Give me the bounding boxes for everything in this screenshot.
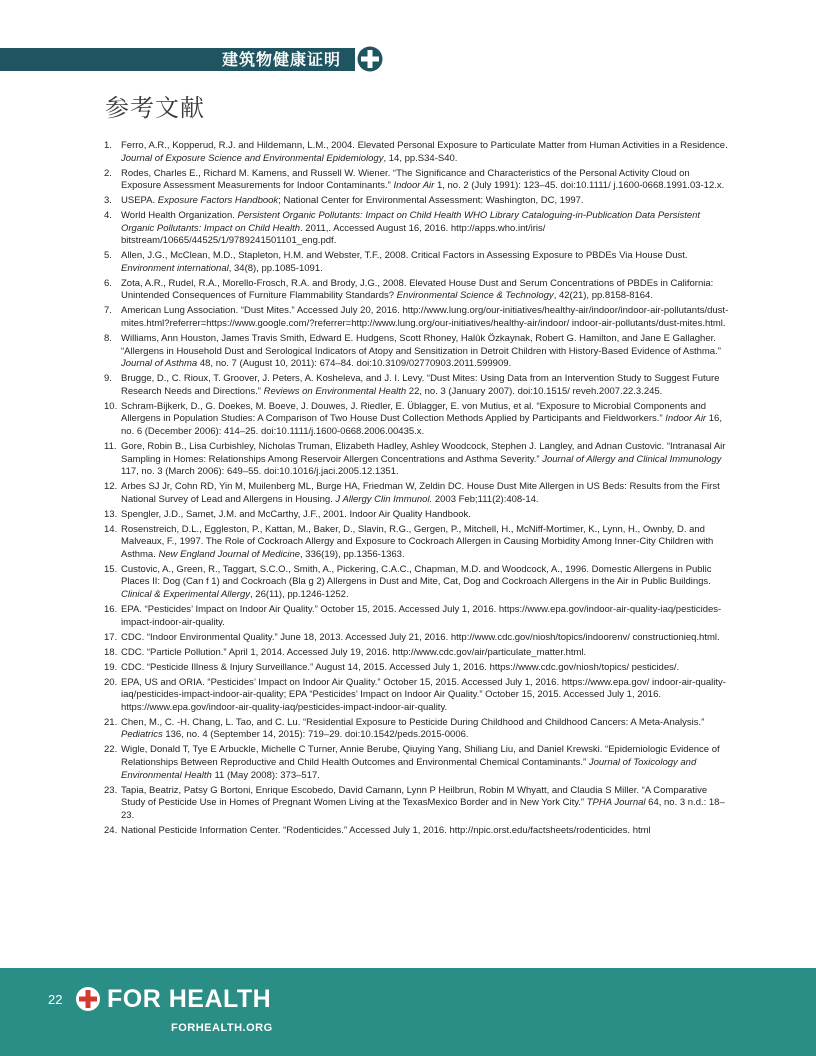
reference-number: 3. (104, 195, 112, 207)
reference-source-title: Journal of Allergy and Clinical Immunology (542, 453, 722, 465)
reference-number: 13. (104, 508, 118, 520)
reference-text-main: Gore, Robin B., Lisa Curbishley, Nicholas Truman, Elizabeth Hadley, Ashley Woodcock, Stephen J. Langley, and Adnan Custovic. “Intranasal Air Sampling in Homes: Relationships Among Reservoir Allergen Concentrations and Asthma Severity.” (121, 440, 726, 465)
reference-item (104, 140, 732, 165)
reference-text-main: National Pesticide Information Center. “Rodenticides.” Accessed July 1, 2016. http://npic.orst.edu/factsheets/rodenticides. html (121, 824, 651, 836)
reference-number: 20. (104, 676, 118, 688)
reference-source-title: Journal of Exposure Science and Environmental Epidemiology (121, 152, 384, 164)
reference-text-main: Brugge, D., C. Rioux, T. Groover, J. Peters, A. Kosheleva, and J. I. Levy. “Dust Mites: Using Data from an Intervention Study to Suggest Future Research Needs and Directions.” (121, 373, 720, 397)
reference-text-main: American Lung Association. “Dust Mites.” Accessed July 20, 2016. http://www.lung.org/our-initiatives/healthy-air/indoor/indoor-air-pollutants/dust-mites.html?referrer=https://www.google.com/?referrer=http://www.lung.org/our-initiatives/healthy-air/indoor/ indoor-air-pollutants/dust-mites.html. (121, 305, 729, 330)
reference-number: 22. (104, 744, 118, 756)
reference-text-main: Rodes, Charles E., Richard M. Kamens, and Russell W. Wiener. “The Significance and Characteristics of the Personal Activity Cloud on Exposure Assessment Measurements for Indoor Contaminants.” (121, 167, 690, 192)
reference-text-main: Arbes SJ Jr, Cohn RD, Yin M, Muilenberg ML, Burge HA, Friedman W, Zeldin DC. House Dust Mite Allergen in US Beds: Results from the First National Survey of Lead and Allergens in Housing. (121, 481, 720, 505)
brand-name: FOR HEALTH (107, 985, 272, 1013)
reference-text (121, 785, 732, 823)
reference-item (104, 333, 732, 371)
reference-text (121, 195, 732, 208)
reference-number: 23. (104, 784, 118, 796)
reference-source-title: Indoor Air (393, 180, 435, 192)
reference-text-main: Chen, M., C. -H. Chang, L. Tao, and C. Lu. “Residential Exposure to Pesticide During Childhood and Childhood Cancers: A Meta-Analysis.” (121, 716, 705, 728)
reference-text (121, 250, 732, 275)
reference-text-main: CDC. “Pesticide Illness & Injury Surveillance.” August 14, 2015. Accessed July 1, 2016. https://www.cdc.gov/niosh/topics/ pesticides/. (121, 661, 680, 673)
reference-text (121, 744, 732, 782)
reference-source-title: Journal of Asthma (121, 358, 198, 370)
reference-text-details: 64, no. 3 n.d.: 18–23. (121, 797, 725, 821)
reference-number: 21. (104, 716, 118, 728)
reference-number: 12. (104, 481, 118, 493)
reference-text-details: 11 (May 2008): 373–517. (211, 769, 320, 781)
reference-item (104, 210, 732, 248)
reference-text-main: Rosenstreich, D.L., Eggleston, P., Kattan, M., Baker, D., Slavin, R.G., Gergen, P., Mitchell, H., McNiff-Mortimer, K., Lynn, H., Ownby, D. and Malveaux, F., 1997. The Role of Cockroach Allergy and Exposure to Cockroach Allergen in Causing Morbidity Among Inner-City Children with Asthma. (121, 523, 714, 560)
reference-text (121, 481, 732, 506)
reference-text-main: USEPA. (121, 195, 158, 207)
reference-text-main: Wigle, Donald T, Tye E Arbuckle, Michelle C Turner, Annie Berube, Qiuying Yang, Shiliang Liu, and Daniel Krewski. “Epidemiologic Evidence of Relationships Between Reproductive and Child Health Outcomes and Environmental Chemical Contaminants.” (121, 744, 720, 768)
reference-text (121, 632, 732, 645)
reference-text-details: , 34(8), pp.1085-1091. (228, 262, 323, 274)
reference-source-title: Reviews on Environmental Health (263, 385, 407, 397)
header-bar (0, 48, 355, 71)
reference-item (104, 604, 732, 629)
reference-number: 5. (104, 250, 112, 262)
reference-text (121, 604, 732, 629)
reference-item (104, 524, 732, 562)
reference-number: 4. (104, 210, 112, 222)
reference-text-details: , 336(19), pp.1356-1363. (300, 548, 405, 560)
reference-text-details: 2003 Feb;111(2):408-14. (432, 493, 539, 505)
reference-text-details: 48, no. 7 (August 10, 2011): 674–84. doi:10.3109/02770903.2011.599909. (197, 358, 512, 370)
reference-source-title: Persistent Organic Pollutants: Impact on Child Health WHO Library Cataloguing-in-Publication Data Persistent Organic Pollutants: Impact on Child Health (121, 210, 701, 234)
reference-number: 8. (104, 333, 112, 345)
reference-source-title: Environment international (121, 262, 229, 274)
reference-list (104, 140, 732, 840)
reference-text-details: 1, no. 2 (July 1991): 123–45. doi:10.1111/ j.1600-0668.1991.03-12.x. (434, 180, 725, 192)
reference-source-title: Environmental Science & Technology (396, 290, 554, 302)
reference-source-title: Exposure Factors Handbook (157, 195, 279, 207)
page-number: 22 (48, 992, 63, 1007)
reference-item (104, 509, 732, 522)
reference-number: 15. (104, 563, 118, 575)
reference-item (104, 305, 732, 330)
reference-text-details: 136, no. 4 (September 14, 2015): 719–29. doi:10.1542/peds.2015-0006. (162, 729, 469, 741)
reference-source-title: Journal of Toxicology and Environmental Health (121, 756, 697, 781)
reference-source-title: J Allergy Clin Immunol. (335, 493, 433, 505)
reference-item (104, 717, 732, 742)
reference-text (121, 210, 732, 248)
reference-text (121, 717, 732, 742)
reference-text-details: ; National Center for Environmental Assessment: Washington, DC, 1997. (278, 195, 584, 207)
reference-item (104, 250, 732, 275)
reference-item (104, 441, 732, 479)
reference-number: 19. (104, 661, 118, 673)
reference-text-main: Zota, A.R., Rudel, R.A., Morello-Frosch, R.A. and Brody, J.G., 2008. Elevated House Dust and Serum Concentrations of PBDEs in California: Unintended Consequences of Furniture Flammability Standards? (121, 277, 714, 302)
reference-text-details: . 2011,. Accessed August 16, 2016. http://apps.who.int/iris/ bitstream/10665/44525/1/9789241501101_eng.pdf. (121, 222, 546, 247)
reference-text (121, 564, 732, 602)
reference-text (121, 305, 732, 330)
reference-text (121, 441, 732, 479)
reference-text-main: CDC. “Particle Pollution.” April 1, 2014. Accessed July 19, 2016. http://www.cdc.gov/air/particulate_matter.html. (121, 646, 587, 658)
reference-item (104, 662, 732, 675)
plus-circle-icon (357, 46, 383, 72)
reference-text (121, 524, 732, 562)
brand-url[interactable]: FORHEALTH.ORG (171, 1022, 273, 1034)
footer (0, 968, 816, 1056)
reference-text-main: EPA, US and ORIA. “Pesticides’ Impact on Indoor Air Quality.” October 15, 2015. Accessed July 1, 2016. https://www.epa.gov/ indoor-air-quality-iaq/pesticides-impact-indoor-air-quality; EPA “Pesticides’ Impact on Indoor Air Quality.” October 15, 2015. Accessed July 1, 2016. https://www.epa.gov/indoor-air-quality-iaq/pesticides-impact-indoor-air-quality. (121, 676, 726, 713)
reference-item (104, 195, 732, 208)
reference-text-details: 22, no. 3 (January 2007). doi:10.1515/ reveh.2007.22.3.245. (406, 385, 663, 397)
reference-item (104, 278, 732, 303)
reference-text-main: Ferro, A.R., Kopperud, R.J. and Hildemann, L.M., 2004. Elevated Personal Exposure to Particulate Matter from Human Activities in a Residence. (121, 140, 728, 151)
reference-text (121, 278, 732, 303)
page-title: 参考文献 (105, 94, 205, 122)
health-cross-icon (76, 987, 100, 1011)
reference-text (121, 140, 732, 165)
reference-number: 2. (104, 167, 112, 179)
reference-text (121, 373, 732, 398)
reference-item (104, 168, 732, 193)
reference-item (104, 677, 732, 715)
reference-number: 9. (104, 373, 112, 385)
reference-text-details: 117, no. 3 (March 2006): 649–55. doi:10.1016/j.jaci.2005.12.1351. (121, 466, 399, 478)
reference-item (104, 373, 732, 398)
reference-text-main: CDC. “Indoor Environmental Quality.” June 18, 2013. Accessed July 21, 2016. http://www.cdc.gov/niosh/topics/indoorenv/ constructionieq.html. (121, 631, 720, 643)
reference-text-main: Tapia, Beatriz, Patsy G Bortoni, Enrique Escobedo, David Camann, Lynn P Heilbrun, Robin M Whyatt, and Claudia S Miller. “A Comparative Study of Pesticide Use in Homes of Pregnant Women Living at the TexasMexico Border and in New York City.” (121, 784, 708, 809)
reference-text-main: Custovic, A., Green, R., Taggart, S.C.O., Smith, A., Pickering, C.A.C., Chapman, M.D. and Woodcock, A., 1996. Domestic Allergens in Public Places II: Dog (Can f 1) and Cockroach (Bla g 2) Allergens in Dust and Mite, Cat, Dog and Cockroach Allergens in the Air in Public Buildings. (121, 563, 712, 588)
reference-number: 6. (104, 277, 112, 289)
reference-item (104, 647, 732, 660)
reference-text-details: 16, no. 6 (December 2006): 414–25. doi:10.1111/j.1600-0668.2006.00435.x. (121, 413, 722, 437)
reference-item (104, 785, 732, 823)
reference-number: 14. (104, 523, 118, 535)
reference-text (121, 401, 732, 439)
reference-item (104, 564, 732, 602)
reference-number: 7. (104, 305, 112, 317)
reference-text-main: Schram-Bijkerk, D., G. Doekes, M. Boeve, J. Douwes, J. Riedler, E. Üblagger, E. von Mutius, et al. “Exposure to Microbial Components and Allergens in Population Studies: A Comparison of Two House Dust Collection Methods Applied by Participants and Fieldworkers.” (121, 400, 707, 425)
reference-number: 11. (104, 440, 117, 452)
reference-item (104, 632, 732, 645)
reference-text-main: EPA. “Pesticides’ Impact on Indoor Air Quality.” October 15, 2015. Accessed July 1, 2016. https://www.epa.gov/indoor-air-quality-iaq/pesticides-impact-indoor-air-quality. (121, 604, 722, 628)
reference-source-title: TPHA Journal (586, 797, 646, 809)
reference-item (104, 401, 732, 439)
reference-number: 1. (104, 140, 112, 151)
reference-number: 17. (104, 631, 118, 643)
section-title: 建筑物健康证明 (221, 50, 341, 69)
reference-text (121, 662, 732, 675)
reference-item (104, 825, 732, 838)
reference-item (104, 481, 732, 506)
reference-source-title: Clinical & Experimental Allergy (121, 589, 251, 601)
reference-text (121, 333, 732, 371)
reference-text-details: , 42(21), pp.8158-8164. (553, 290, 653, 302)
reference-text-details: , 14, pp.S34-S40. (383, 152, 458, 164)
reference-number: 10. (104, 400, 118, 412)
reference-number: 24. (104, 824, 118, 836)
reference-source-title: Indoor Air (665, 413, 707, 425)
reference-number: 18. (104, 646, 118, 658)
reference-text (121, 677, 732, 715)
reference-number: 16. (104, 604, 118, 616)
reference-text (121, 509, 732, 522)
reference-text-details: , 26(11), pp.1246-1252. (250, 589, 349, 601)
reference-source-title: New England Journal of Medicine (158, 548, 301, 560)
reference-text-main: Spengler, J.D., Samet, J.M. and McCarthy, J.F., 2001. Indoor Air Quality Handbook. (121, 508, 471, 520)
reference-text (121, 825, 732, 838)
reference-text (121, 647, 732, 660)
reference-text (121, 168, 732, 193)
reference-text-main: World Health Organization. (121, 210, 238, 222)
reference-text-main: Allen, J.G., McClean, M.D., Stapleton, H.M. and Webster, T.F., 2008. Critical Factors in Assessing Exposure to PBDEs Via House Dust. (121, 250, 688, 262)
reference-item (104, 744, 732, 782)
reference-source-title: Pediatrics (121, 729, 163, 741)
reference-text-main: Williams, Ann Houston, James Travis Smith, Edward E. Hudgens, Scott Rhoney, Halûk Özkaynak, Robert G. Hamilton, and Jane E Gallagher. “Allergens in Household Dust and Serological Indicators of Atopy and Sensitization in Detroit Children with History-Based Evidence of Asthma.” (121, 333, 721, 357)
